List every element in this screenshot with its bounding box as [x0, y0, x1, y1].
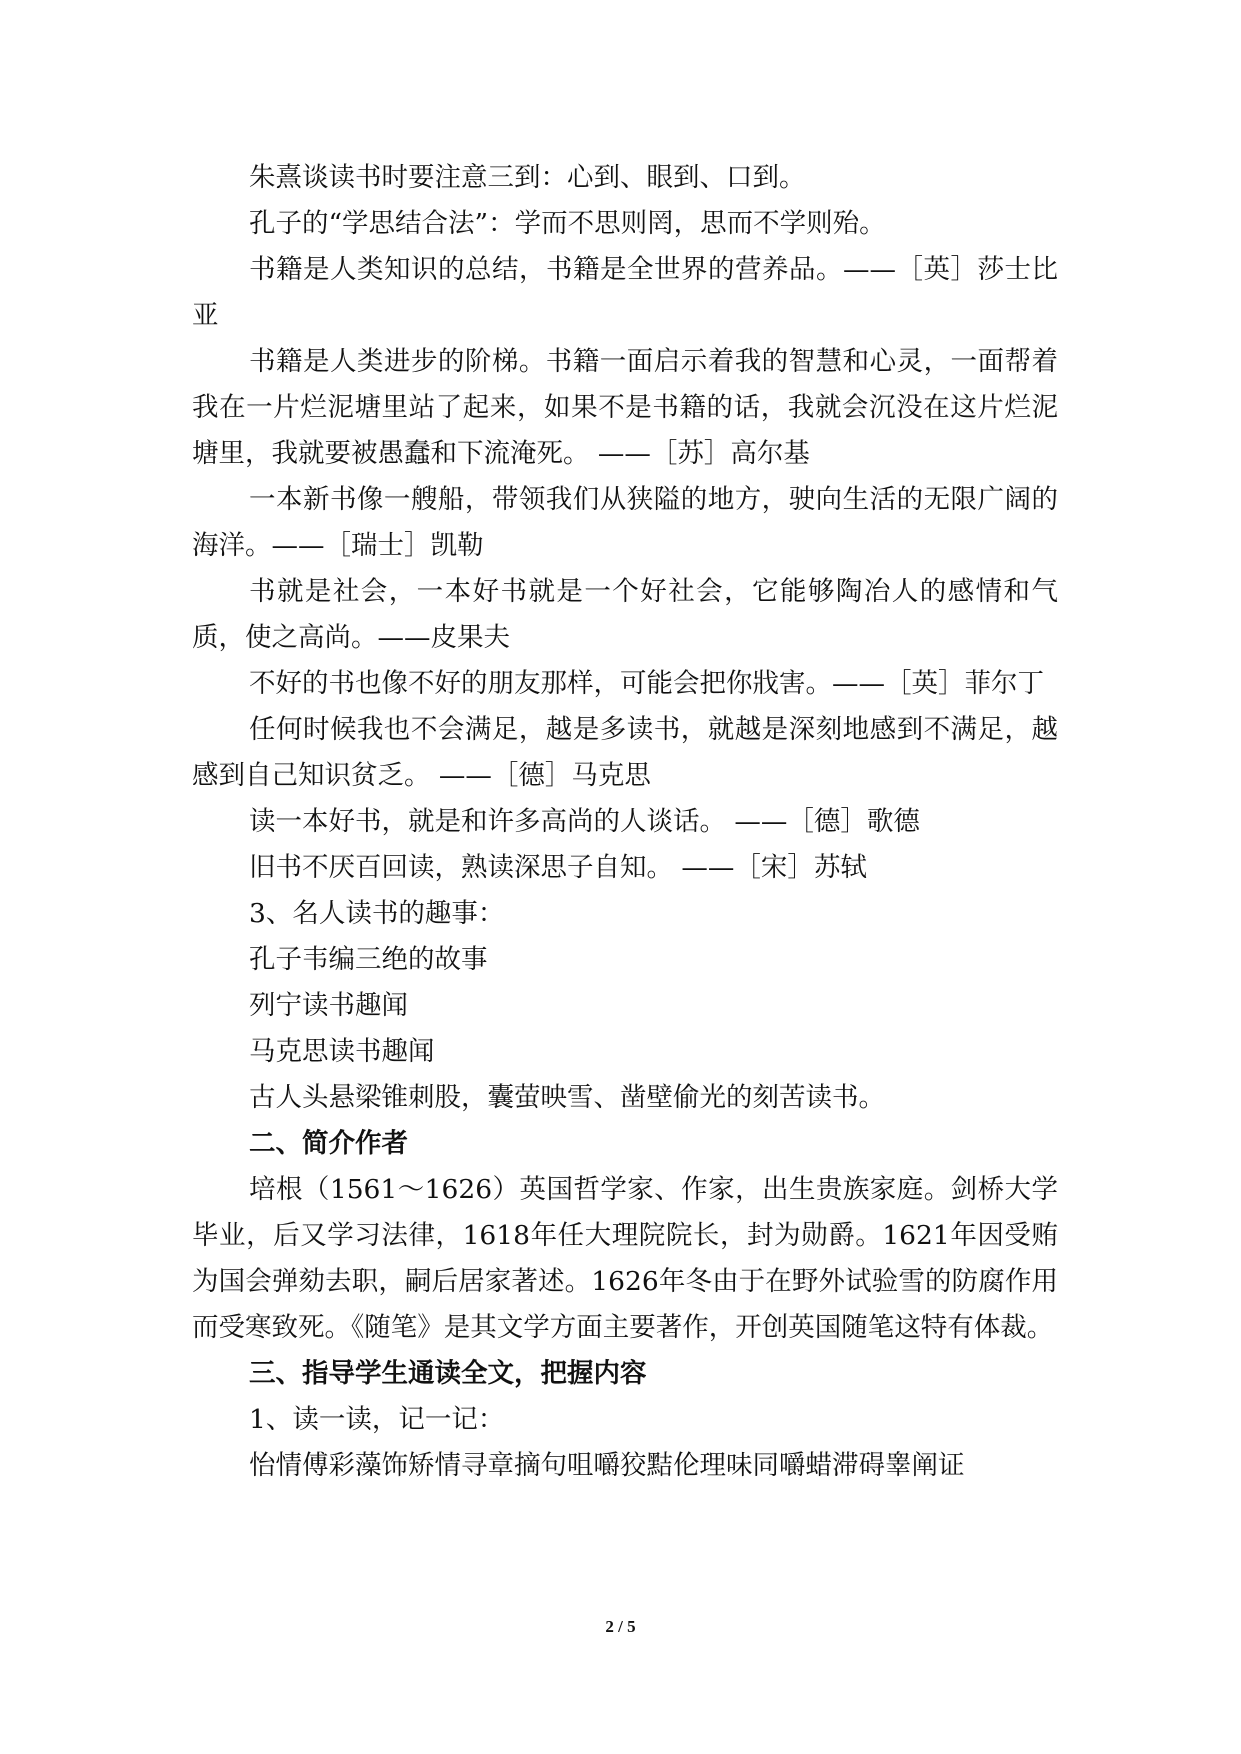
paragraph: 不好的书也像不好的朋友那样，可能会把你戕害。——［英］菲尔丁	[249, 668, 1044, 699]
paragraph: 古人头悬梁锥刺股，囊萤映雪、凿壁偷光的刻苦读书。	[249, 1082, 885, 1113]
document-body	[192, 155, 1058, 1489]
paragraph: 书籍是人类知识的总结，书籍是全世界的营养品。——［英］莎士比亚	[192, 254, 1058, 331]
paragraph: 3、名人读书的趣事：	[249, 898, 505, 929]
paragraph: 孔子韦编三绝的故事	[249, 944, 488, 975]
paragraph: 一本新书像一艘船，带领我们从狭隘的地方，驶向生活的无限广阔的海洋。——［瑞士］凯勒	[192, 484, 1058, 561]
paragraph: 读一本好书，就是和许多高尚的人谈话。 ——［德］歌德	[249, 806, 920, 837]
paragraph: 书籍是人类进步的阶梯。书籍一面启示着我的智慧和心灵，一面帮着我在一片烂泥塘里站了起来，如果不是书籍的话，我就会沉没在这片烂泥塘里，我就要被愚蠢和下流淹死。 ——［苏］高尔基	[192, 346, 1058, 469]
page-number: 2 / 5	[605, 1617, 636, 1636]
section-heading: 三、指导学生通读全文，把握内容	[249, 1358, 647, 1389]
paragraph: 马克思读书趣闻	[249, 1036, 435, 1067]
paragraph: 书就是社会，一本好书就是一个好社会，它能够陶冶人的感情和气质，使之高尚。——皮果夫	[192, 576, 1058, 653]
paragraph: 1、读一读，记一记：	[249, 1404, 505, 1435]
paragraph: 孔子的“学思结合法”：学而不思则罔，思而不学则殆。	[249, 208, 886, 239]
paragraph: 任何时候我也不会满足，越是多读书，就越是深刻地感到不满足，越感到自己知识贫乏。 ——［德］马克思	[192, 714, 1058, 791]
paragraph: 旧书不厌百回读，熟读深思子自知。 ——［宋］苏轼	[249, 852, 867, 883]
paragraph: 怡情傅彩藻饰矫情寻章摘句咀嚼狡黠伦理味同嚼蜡滞碍睾阐证	[249, 1450, 965, 1481]
paragraph: 列宁读书趣闻	[249, 990, 408, 1021]
paragraph: 培根（1561～1626）英国哲学家、作家，出生贵族家庭。剑桥大学毕业，后又学习法律，1618年任大理院院长，封为勋爵。1621年因受贿为国会弹劾去职，嗣后居家著述。1626年冬由于在野外试验雪的防腐作用而受寒致死。《随笔》是其文学方面主要著作，开创英国随笔这特有体裁。	[192, 1174, 1058, 1343]
paragraph: 朱熹谈读书时要注意三到：心到、眼到、口到。	[249, 162, 806, 193]
section-heading: 二、简介作者	[249, 1128, 408, 1159]
